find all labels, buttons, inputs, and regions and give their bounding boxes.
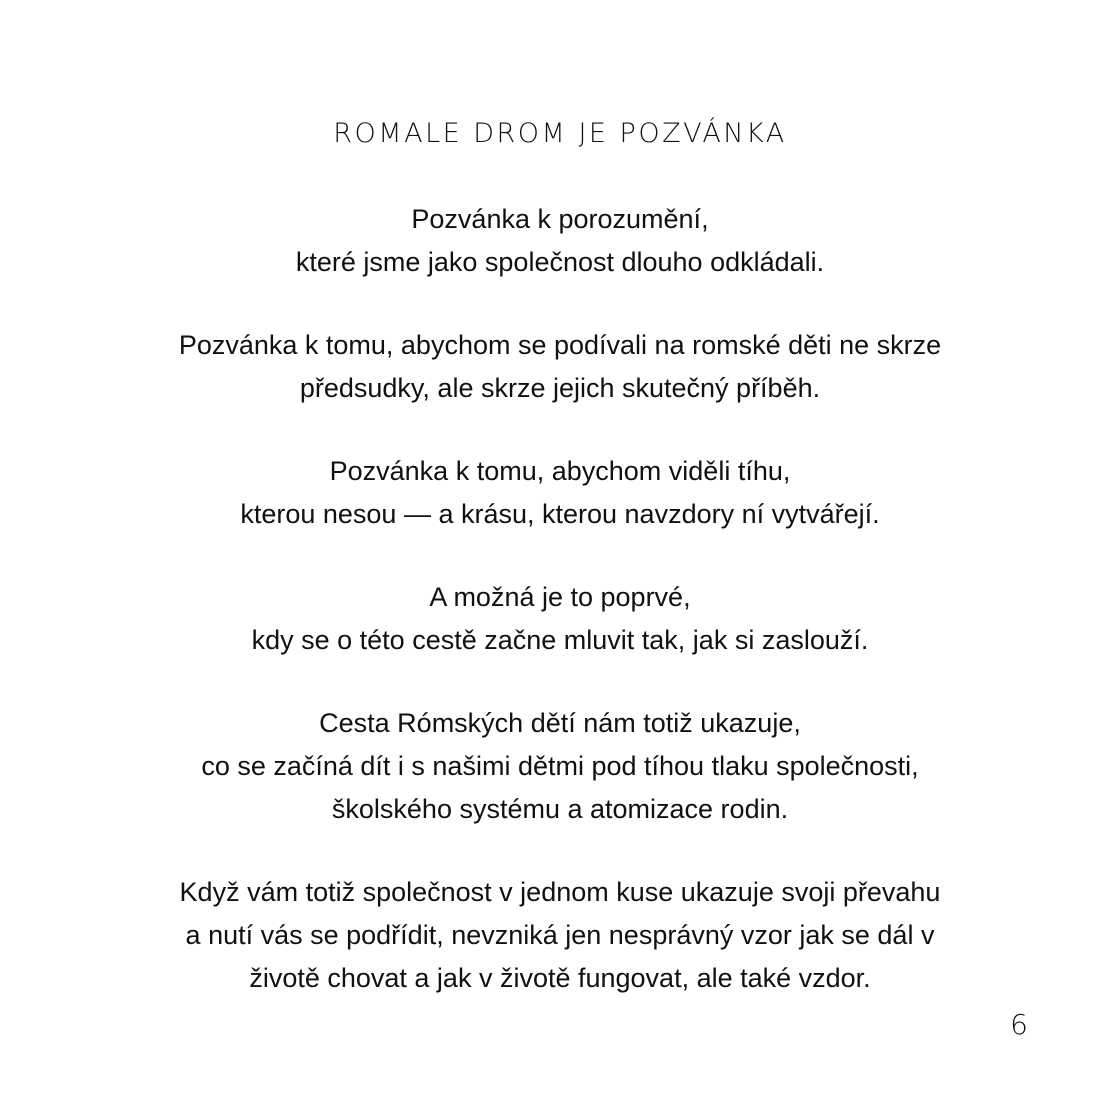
paragraph bbox=[0, 702, 1120, 831]
text-line: co se začíná dít i s našimi dětmi pod tíhou tlaku společnosti, bbox=[201, 751, 919, 781]
text-line: Cesta Rómských dětí nám totiž ukazuje, bbox=[319, 708, 801, 738]
text-line: Pozvánka k tomu, abychom viděli tíhu, bbox=[329, 456, 791, 486]
text-line: Pozvánka k tomu, abychom se podívali na romské děti ne skrze bbox=[178, 330, 942, 360]
text-line: Pozvánka k porozumění, bbox=[411, 204, 709, 234]
text-line: kdy se o této cestě začne mluvit tak, jak si zaslouží. bbox=[251, 625, 869, 655]
text-line: a nutí vás se podřídit, nevzniká jen nesprávný vzor jak se dál v bbox=[185, 920, 935, 950]
text-line: které jsme jako společnost dlouho odkládali. bbox=[295, 247, 825, 277]
page-number: 6 bbox=[1010, 1008, 1028, 1041]
text-line: předsudky, ale skrze jejich skutečný příběh. bbox=[299, 373, 821, 403]
text-line: školského systému a atomizace rodin. bbox=[331, 794, 789, 824]
text-line: Když vám totiž společnost v jednom kuse ukazuje svoji převahu bbox=[179, 877, 941, 907]
paragraph bbox=[0, 576, 1120, 662]
text-line: kterou nesou — a krásu, kterou navzdory ní vytvářejí. bbox=[240, 499, 880, 529]
paragraph bbox=[0, 871, 1120, 1000]
body-text bbox=[0, 198, 1120, 1000]
text-line: A možná je to poprvé, bbox=[429, 582, 691, 612]
paragraph bbox=[0, 324, 1120, 410]
paragraph bbox=[0, 198, 1120, 284]
paragraph bbox=[0, 450, 1120, 536]
text-line: životě chovat a jak v životě fungovat, ale také vzdor. bbox=[249, 963, 871, 993]
page-title: ROMALE DROM JE POZVÁNKA bbox=[333, 118, 787, 149]
